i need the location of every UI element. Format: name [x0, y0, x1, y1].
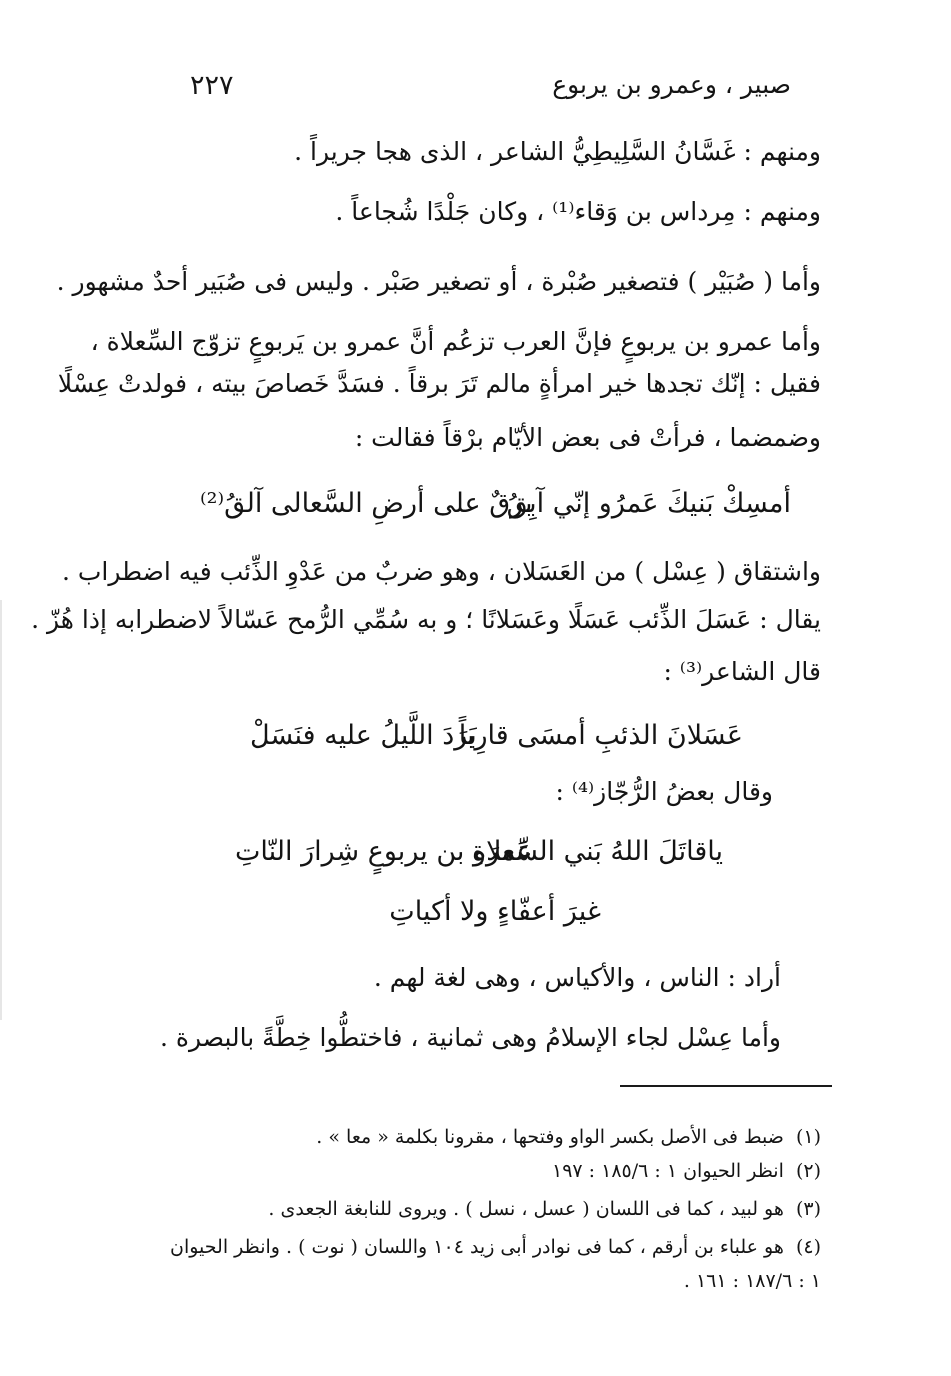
verse-2-first-hemistich: عَسَلانَ الذئبِ أمسَى قارِباً — [458, 720, 743, 751]
footnote-1 — [175, 1122, 821, 1152]
text-line-4: وأما عمرو بن يربوعٍ فإنَّ العرب تزعُم أنَّ عمرو بن يَربوعٍ تزوّج السِّعلاة ، — [90, 327, 821, 356]
text-line-9: يقال : عَسَلَ الذِّئب عَسَلًا وعَسَلانًا ؛ و به سُمِّي الرُّمح عَسّالاً لاضطرابه إذا هُزّ . — [31, 605, 821, 634]
footnote-3-text: هو لبيد ، كما فى اللسان ( عسل ، نسل ) . ويروى للنابغة الجعدى . — [268, 1198, 784, 1220]
verse-3-first-hemistich: ياقاتَلَ اللهُ بَني السِّعلاةِ — [472, 836, 723, 867]
footnote-3-number: (٣) — [795, 1198, 821, 1220]
footnote-2-number: (٢) — [795, 1160, 821, 1182]
footnote-1-text: ضبط فى الأصل بكسر الواو وفتحها ، مقرونا بكلمة « معا » . — [316, 1126, 784, 1148]
text-line-5: فقيل : إنّك تجدها خير امرأةٍ مالم تَرَ برقاً . فسَدَّ خَصاصَ بيته ، فولدتْ عِسْلًا — [57, 369, 821, 398]
footnote-4 — [169, 1232, 821, 1262]
footnote-4-continuation: ١ : ١٨٧/٦ : ١٦١ . — [683, 1270, 821, 1292]
text-line-12: وقال بعضُ الرُّجّاز⁽⁴⁾ : — [555, 777, 773, 806]
text-line-8: واشتقاق ( عِسْل ) من العَسَلان ، وهو ضربٌ من عَدْوِ الذِّئب فيه اضطراب . — [61, 557, 821, 586]
verse-4-line: غيرَ أعفّاءٍ ولا أكياتِ — [389, 896, 601, 927]
text-line-6: وضمضما ، فرأتْ فى بعض الأيّام برْقاً فقالت : — [354, 423, 821, 452]
footnote-2 — [175, 1156, 821, 1186]
text-line-16: وأما عِسْل لجاء الإسلامُ وهى ثمانية ، فاختطُّوا خِطَّةً بالبصرة . — [160, 1023, 781, 1052]
footnote-separator — [620, 1085, 832, 1087]
text-line-2: ومنهم : مِرداس بن وَقاء⁽¹⁾ ، وكان جَلْدًا شُجاعاً . — [335, 197, 821, 226]
page-number: ٢٢٧ — [190, 70, 234, 101]
scan-edge-shadow — [0, 600, 2, 1020]
verse-3-second-hemistich: عَمرَو بن يربوعٍ شِرارَ النّاتِ — [235, 836, 533, 867]
footnote-2-text: انظر الحيوان ١ : ١٨٥/٦ : ١٩٧ — [552, 1160, 784, 1182]
verse-1-first-hemistich: أمسِكْ بَنيكَ عَمرُو إنّي آبِقُ — [506, 488, 791, 519]
footnote-1-number: (١) — [795, 1126, 821, 1148]
running-title: صبير ، وعمرو بن يربوع — [552, 70, 791, 99]
text-line-10: قال الشاعر⁽³⁾ : — [663, 657, 821, 686]
page-header — [190, 70, 791, 110]
footnote-4-text: هو علباء بن أرقم ، كما فى نوادر أبى زيد ١٠٤ واللسان ( نوت ) . وانظر الحيوان — [169, 1236, 784, 1258]
verse-1-second-hemistich: برقٌ على أرضِ السَّعالى آلقُ⁽²⁾ — [200, 488, 533, 519]
footnote-3 — [175, 1194, 821, 1224]
text-line-1: ومنهم : غَسَّانُ السَّلِيطِيُّ الشاعر ، الذى هجا جريراً . — [294, 137, 821, 166]
footnote-4-number: (٤) — [795, 1236, 821, 1258]
text-line-15: أراد : الناس ، والأكياس ، وهى لغة لهم . — [373, 963, 781, 992]
verse-2-second-hemistich: بَرَدَ اللَّيلُ عليه فنَسَلْ — [250, 720, 477, 751]
text-line-3: وأما ( صُبَيْر ) فتصغير صُبْرة ، أو تصغير صَبْر . وليس فى صُبَير أحدٌ مشهور . — [56, 267, 821, 296]
